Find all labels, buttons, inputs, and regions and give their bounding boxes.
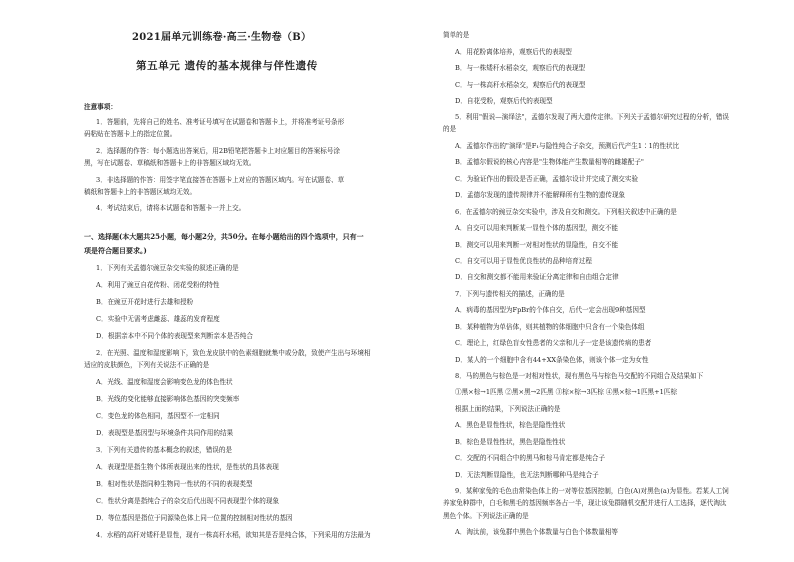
notice-line: 2．选择题的作答：每小题选出答案后，用2B铅笔把答题卡上对应题目的答案标号涂: [96, 147, 341, 155]
option: B．棕色是显性性状，黑色是隐性性状: [455, 438, 566, 446]
question-stem-cont: 黑色个体。下列说法正确的是: [443, 512, 529, 520]
option: A．利用了豌豆自花传粉、闭花受粉的特性: [96, 281, 220, 289]
option: B．光线的变化能够直接影响体色基因的突变频率: [96, 395, 240, 403]
option: C．与一株高秆水稻杂交，观察后代的表现型: [455, 81, 586, 89]
option: A．病毒的基因型为FpBr的个体自交，后代一定会出现9种基因型: [455, 306, 646, 314]
option: C．自交可以用于显性优良性状的品种培育过程: [455, 257, 592, 265]
question-stem: 7．下列与遗传相关的描述，正确的是: [455, 290, 565, 298]
option: B．在豌豆开花时进行去雄和授粉: [96, 298, 194, 306]
notice-line: 稿纸和答题卡上的非答题区域均无效。: [84, 188, 197, 196]
option: B．相对性状是指同种生物同一性状的不同的表现类型: [96, 480, 253, 488]
option: D．无法判断显隐性，也无法判断哪种马是纯合子: [455, 471, 599, 479]
option: D．根据亲本中不同个体的表现型来判断亲本是否纯合: [96, 332, 253, 340]
notice-heading: 注意事项：: [84, 103, 117, 111]
option: D．自花受粉，观察后代的表现型: [455, 97, 553, 105]
notice-line: 1．答题前，先将自己的姓名、准考证号填写在试题卷和答题卡上，并将准考证号条形: [96, 118, 345, 126]
section-heading: 一、选择题(本大题共25小题，每小题2分，共50分。在每小题给出的四个选项中，只有一: [84, 232, 364, 241]
option: A．黑色是显性性状，棕色是隐性性状: [455, 421, 566, 429]
option: D．表现型是基因型与环境条件共同作用的结果: [96, 429, 234, 437]
question-stem: 6．在孟德尔的豌豆杂交实验中，涉及自交和测交。下列相关叙述中正确的是: [455, 208, 677, 216]
option: D．自交和测交都不能用来验证分离定律和自由组合定律: [455, 273, 619, 281]
option: C．为验证作出的假设是否正确，孟德尔设计并完成了测交实验: [455, 175, 639, 183]
option: C．实验中无需考虑雌蕊、雄蕊的发育程度: [96, 315, 220, 323]
page-title: 2021届单元训练卷·高三·生物卷（B）: [132, 32, 312, 43]
option: B．某种植物为单倍体，则其植物的体细胞中只含有一个染色体组: [455, 323, 645, 331]
option: A．表现型是指生物个体所表现出来的性状，是性状的具体表现: [96, 463, 279, 471]
question-stem: 8．马的黑色与棕色是一对相对性状，现有黑色马与棕色马交配的不同组合及结果如下: [455, 372, 704, 380]
section-heading-cont: 项是符合题目要求。): [84, 246, 147, 255]
question-stem-cont: 适应的皮肤颜色，下列有关说法不正确的是: [84, 361, 210, 369]
notice-line: 3．非选择题的作答：用签字笔直接答在答题卡上对应的答题区域内。写在试题卷、草: [96, 176, 345, 184]
option: C．变色龙的体色相同，基因型不一定相同: [96, 412, 220, 420]
question-stem: 4．水稻的高秆对矮秆是显性，现有一株高秆水稻，欲知其是否是纯合体，下列采用的方法最为: [96, 531, 371, 539]
question-stem-cont: 根据上面的结果，下列说法正确的是: [455, 405, 561, 413]
option: A．自交可以用来判断某一显性个体的基因型，测交不能: [455, 224, 619, 232]
option: B．与一株矮秆水稻杂交，观察后代的表现型: [455, 64, 586, 72]
option: C．交配的不同组合中的黑马和棕马肯定都是纯合子: [455, 454, 606, 462]
option: A．淘汰前，该兔群中黑色个体数量与白色个体数量相等: [455, 528, 619, 536]
option: B．孟德尔假说的核心内容是"生物体能产生数量相等的雌雄配子": [455, 158, 644, 166]
question-stem-cont: 简单的是: [443, 31, 470, 39]
question-stem: 1．下列有关孟德尔豌豆杂交实验的叙述正确的是: [96, 264, 239, 272]
cross-results: ①黑×棕→1匹黑 ②黑×黑→2匹黑 ③棕×棕→3匹棕 ④黑×棕→1匹黑+1匹棕: [455, 388, 678, 396]
option: B．测交可以用来判断一对相对性状的显隐性，自交不能: [455, 241, 619, 249]
notice-line: 4．考试结束后，请将本试题卷和答题卡一并上交。: [96, 204, 246, 212]
option: C．性状分离是指纯合子的杂交后代出现不同表现型个体的现象: [96, 497, 280, 505]
notice-line: 黑，写在试题卷、草稿纸和答题卡上的非答题区域均无效。: [84, 159, 256, 167]
question-stem: 3．下列有关遗传的基本概念的叙述，错误的是: [96, 446, 233, 454]
option: A．孟德尔作出的"演绎"是F₁与隐性纯合子杂交，预测后代产生1∶1的性状比: [455, 142, 680, 150]
option: D．某人的一个细胞中含有44+XX条染色体，则该个体一定为女性: [455, 356, 649, 364]
question-stem: 5．利用"假说—演绎法"，孟德尔发现了两大遗传定律。下列关于孟德尔研究过程的分析，错误: [455, 113, 730, 121]
option: D．等位基因是指位于同源染色体上同一位置的控制相对性状的基因: [96, 514, 293, 522]
option: A．用花粉离体培养，观察后代的表现型: [455, 48, 572, 56]
question-stem: 2．在光照、温度和湿度影响下，致色龙皮肤中的色素细胞就集中或分散，致使产生出与环境相: [96, 349, 371, 357]
option: C．理论上，红绿色盲女性患者的父亲和儿子一定是该遗传病的患者: [455, 339, 652, 347]
unit-subtitle: 第五单元 遗传的基本规律与伴性遗传: [136, 60, 318, 72]
notice-line: 码粘贴在答题卡上的指定位置。: [84, 130, 177, 138]
option: A．光线、温度和湿度会影响变色龙的体色性状: [96, 378, 233, 386]
question-stem: 9．某种家兔的毛色由常染色体上的一对等位基因控制，白色(A)对黑色(a)为显性。若某人工饲: [455, 487, 729, 495]
option: D．孟德尔发现的遗传规律并不能解释所有生物的遗传现象: [455, 191, 626, 199]
question-stem-cont: 的是: [443, 125, 457, 133]
question-stem-cont: 养家兔种群中，白毛和黑毛的基因频率各占一半，现让该兔群随机交配并进行人工选择，逐代淘汰: [443, 499, 727, 507]
